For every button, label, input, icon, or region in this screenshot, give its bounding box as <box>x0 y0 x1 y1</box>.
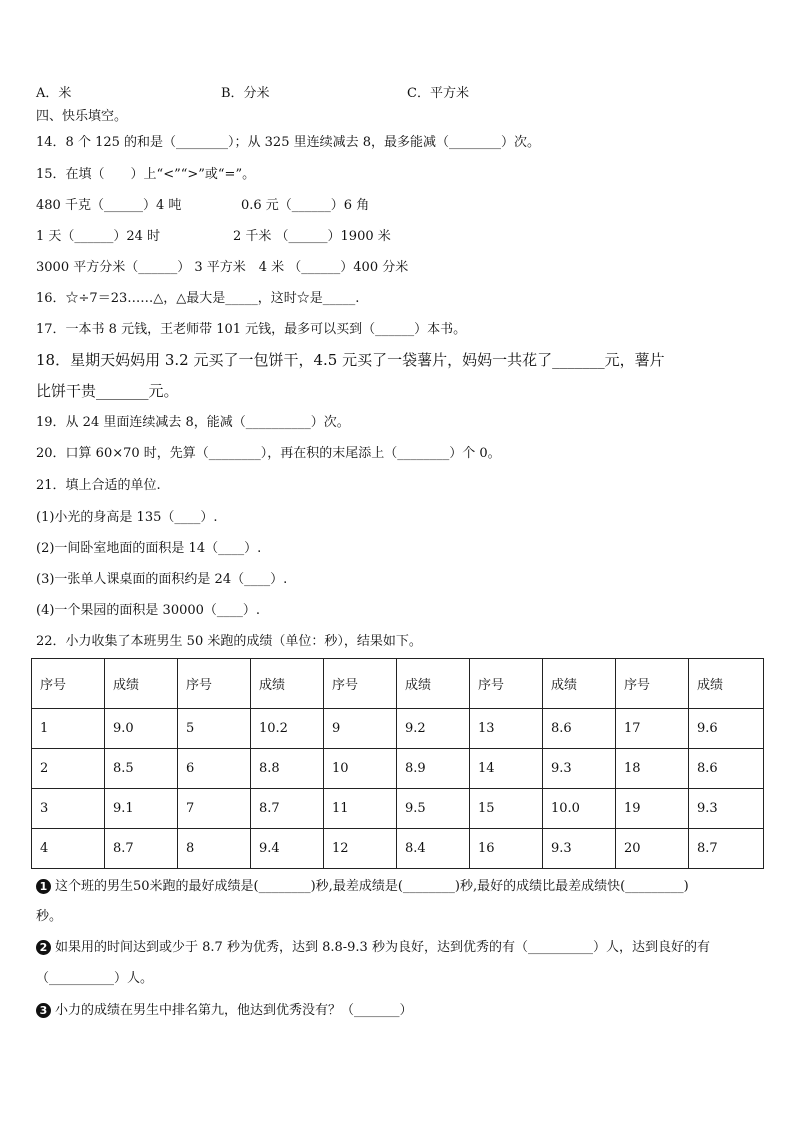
table-row <box>32 749 764 789</box>
section-title: 四、快乐填空。 <box>36 109 128 124</box>
table-cell: 15 <box>470 789 543 829</box>
question-20: 20．口算 60×70 时，先算（________），再在积的末尾添上（________）个 0。 <box>36 446 501 461</box>
question-15-row2b: 2 千米 （______）1900 米 <box>233 229 391 244</box>
question-22-prompt: 22．小力收集了本班男生 50 米跑的成绩（单位：秒），结果如下。 <box>36 634 422 649</box>
question-21-prompt: 21．填上合适的单位. <box>36 478 161 493</box>
header-cell: 成绩 <box>397 659 470 709</box>
table-cell: 8.6 <box>689 749 764 789</box>
question-21-item: (3)一张单人课桌面的面积约是 24（____）. <box>36 572 288 587</box>
question-15-row1a: 480 千克（______）4 吨 <box>36 198 182 213</box>
table-cell: 10 <box>324 749 397 789</box>
sub-question-3 <box>36 1002 413 1020</box>
sub-question-1 <box>36 878 689 896</box>
header-cell: 成绩 <box>689 659 764 709</box>
question-15-prompt: 15．在填（ ）上“<”“>”或“=”。 <box>36 167 256 182</box>
table-row <box>32 789 764 829</box>
table-cell: 9.5 <box>397 789 470 829</box>
header-cell: 成绩 <box>251 659 324 709</box>
table-cell: 14 <box>470 749 543 789</box>
circled-number-2: 2 <box>36 940 51 955</box>
table-cell: 20 <box>616 829 689 869</box>
table-cell: 8.6 <box>543 709 616 749</box>
question-19: 19．从 24 里面连续减去 8，能减（__________）次。 <box>36 415 350 430</box>
sub-question-2-text: 如果用的时间达到或少于 8.7 秒为优秀，达到 8.8-9.3 秒为良好，达到优秀的有（__________）人，达到良好的有 <box>55 940 710 955</box>
table-cell: 9.0 <box>105 709 178 749</box>
results-table <box>31 658 764 869</box>
question-15-row2a: 1 天（______）24 时 <box>36 229 161 244</box>
table-cell: 9.1 <box>105 789 178 829</box>
question-21-item: (2)一间卧室地面的面积是 14（____）. <box>36 541 262 556</box>
table-cell: 16 <box>470 829 543 869</box>
question-16: 16．☆÷7＝23……△，△最大是_____，这时☆是_____. <box>36 291 360 306</box>
table-cell: 13 <box>470 709 543 749</box>
table-cell: 19 <box>616 789 689 829</box>
table-cell: 11 <box>324 789 397 829</box>
table-row <box>32 829 764 869</box>
table-cell: 12 <box>324 829 397 869</box>
table-cell: 7 <box>178 789 251 829</box>
table-row <box>32 709 764 749</box>
option-c: C．平方米 <box>407 86 469 101</box>
header-cell: 序号 <box>178 659 251 709</box>
header-cell: 序号 <box>616 659 689 709</box>
header-cell: 成绩 <box>105 659 178 709</box>
table-cell: 17 <box>616 709 689 749</box>
table-cell: 8.7 <box>105 829 178 869</box>
table-cell: 9.6 <box>689 709 764 749</box>
table-cell: 9.4 <box>251 829 324 869</box>
table-cell: 2 <box>32 749 105 789</box>
sub-question-3-text: 小力的成绩在男生中排名第九，他达到优秀没有？（_______） <box>55 1003 413 1018</box>
table-cell: 1 <box>32 709 105 749</box>
question-21-item: (4)一个果园的面积是 30000（____）. <box>36 603 261 618</box>
table-cell: 9.3 <box>543 749 616 789</box>
table-cell: 18 <box>616 749 689 789</box>
table-cell: 3 <box>32 789 105 829</box>
header-cell: 成绩 <box>543 659 616 709</box>
option-a: A．米 <box>36 86 72 101</box>
table-header-row <box>32 659 764 709</box>
question-15-row3: 3000 平方分米（______） 3 平方米 4 米 （______）400 分米 <box>36 260 409 275</box>
question-14: 14．8 个 125 的和是（________）；从 325 里连续减去 8，最多能减（________）次。 <box>36 135 541 150</box>
table-cell: 9.3 <box>689 789 764 829</box>
table-cell: 10.0 <box>543 789 616 829</box>
circled-number-1: 1 <box>36 879 51 894</box>
option-b: B．分米 <box>221 86 270 101</box>
table-cell: 8.7 <box>689 829 764 869</box>
header-cell: 序号 <box>32 659 105 709</box>
sub-question-1-text: 这个班的男生50米跑的最好成绩是(________)秒,最差成绩是(________)秒,最好的成绩比最差成绩快(_________) <box>55 879 689 894</box>
table-cell: 8.5 <box>105 749 178 789</box>
table-cell: 5 <box>178 709 251 749</box>
sub-question-2 <box>36 939 710 957</box>
question-21-item: (1)小光的身高是 135（____）. <box>36 510 218 525</box>
sub-question-2-continuation: （__________）人。 <box>36 971 154 986</box>
table-cell: 8.4 <box>397 829 470 869</box>
table-cell: 8.8 <box>251 749 324 789</box>
header-cell: 序号 <box>470 659 543 709</box>
table-cell: 6 <box>178 749 251 789</box>
table-cell: 10.2 <box>251 709 324 749</box>
question-18-line2: 比饼干贵_______元。 <box>36 382 179 400</box>
circled-number-3: 3 <box>36 1003 51 1018</box>
table-cell: 8 <box>178 829 251 869</box>
question-15-row1b: 0.6 元（______）6 角 <box>241 198 370 213</box>
table-cell: 4 <box>32 829 105 869</box>
sub-question-1-continuation: 秒。 <box>36 909 63 924</box>
question-18-line1: 18．星期天妈妈用 3.2 元买了一包饼干，4.5 元买了一袋薯片，妈妈一共花了_______元，薯片 <box>36 351 665 369</box>
table-cell: 9 <box>324 709 397 749</box>
table-cell: 8.7 <box>251 789 324 829</box>
header-cell: 序号 <box>324 659 397 709</box>
question-17: 17．一本书 8 元钱，王老师带 101 元钱，最多可以买到（______）本书。 <box>36 322 467 337</box>
table-cell: 9.2 <box>397 709 470 749</box>
table-cell: 8.9 <box>397 749 470 789</box>
table-cell: 9.3 <box>543 829 616 869</box>
